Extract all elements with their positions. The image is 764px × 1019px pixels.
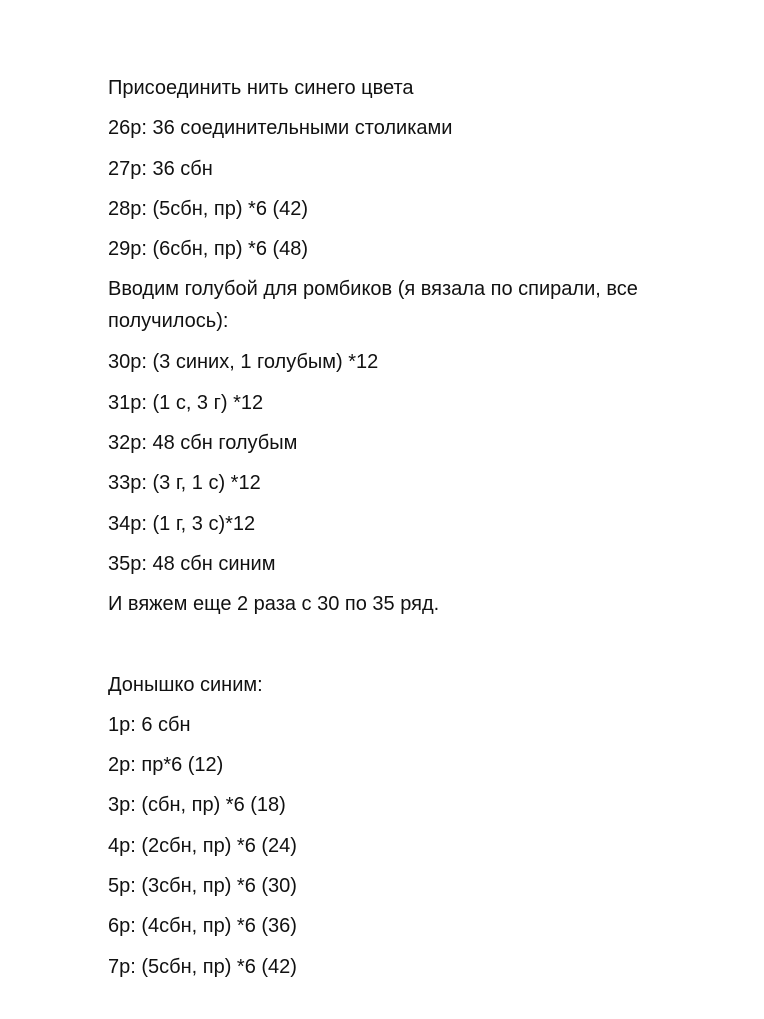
intro-line: Присоединить нить синего цвета (108, 77, 414, 99)
bottom-row-line: 5р: (3сбн, пр) *6 (30) (108, 875, 297, 898)
pattern-row-line: 32р: 48 сбн голубым (108, 432, 298, 455)
section-gap (108, 629, 708, 669)
section-title: Донышко синим: (108, 673, 263, 696)
bottom-row-line: 3р: (сбн, пр) *6 (18) (108, 794, 286, 817)
document-content (108, 72, 708, 991)
pattern-row-line: 35р: 48 сбн синим (108, 552, 276, 575)
bottom-row-line: 7р: (5сбн, пр) *6 (42) (108, 955, 297, 978)
pattern-row-line: 30р: (3 синих, 1 голубым) *12 (108, 351, 379, 374)
pattern-row-line: 34р: (1 г, 3 с)*12 (108, 512, 256, 535)
bottom-row-line: 2р: пр*6 (12) (108, 754, 224, 777)
row-line: 26р: 36 соединительными столиками (108, 117, 453, 140)
row-line: 27р: 36 сбн (108, 157, 213, 180)
repeat-line: И вяжем еще 2 раза с 30 по 35 ряд. (108, 593, 440, 616)
pattern-row-line: 33р: (3 г, 1 с) *12 (108, 472, 261, 495)
pattern-row-line: 31р: (1 с, 3 г) *12 (108, 391, 264, 414)
note-line: Вводим голубой для ромбиков (я вязала по спирали, все получилось): (108, 278, 638, 333)
bottom-row-line: 4р: (2сбн, пр) *6 (24) (108, 834, 297, 857)
row-line: 28р: (5сбн, пр) *6 (42) (108, 197, 309, 220)
bottom-row-line: 6р: (4сбн, пр) *6 (36) (108, 915, 297, 938)
row-line: 29р: (6сбн, пр) *6 (48) (108, 238, 309, 261)
bottom-row-line: 1р: 6 сбн (108, 713, 191, 736)
